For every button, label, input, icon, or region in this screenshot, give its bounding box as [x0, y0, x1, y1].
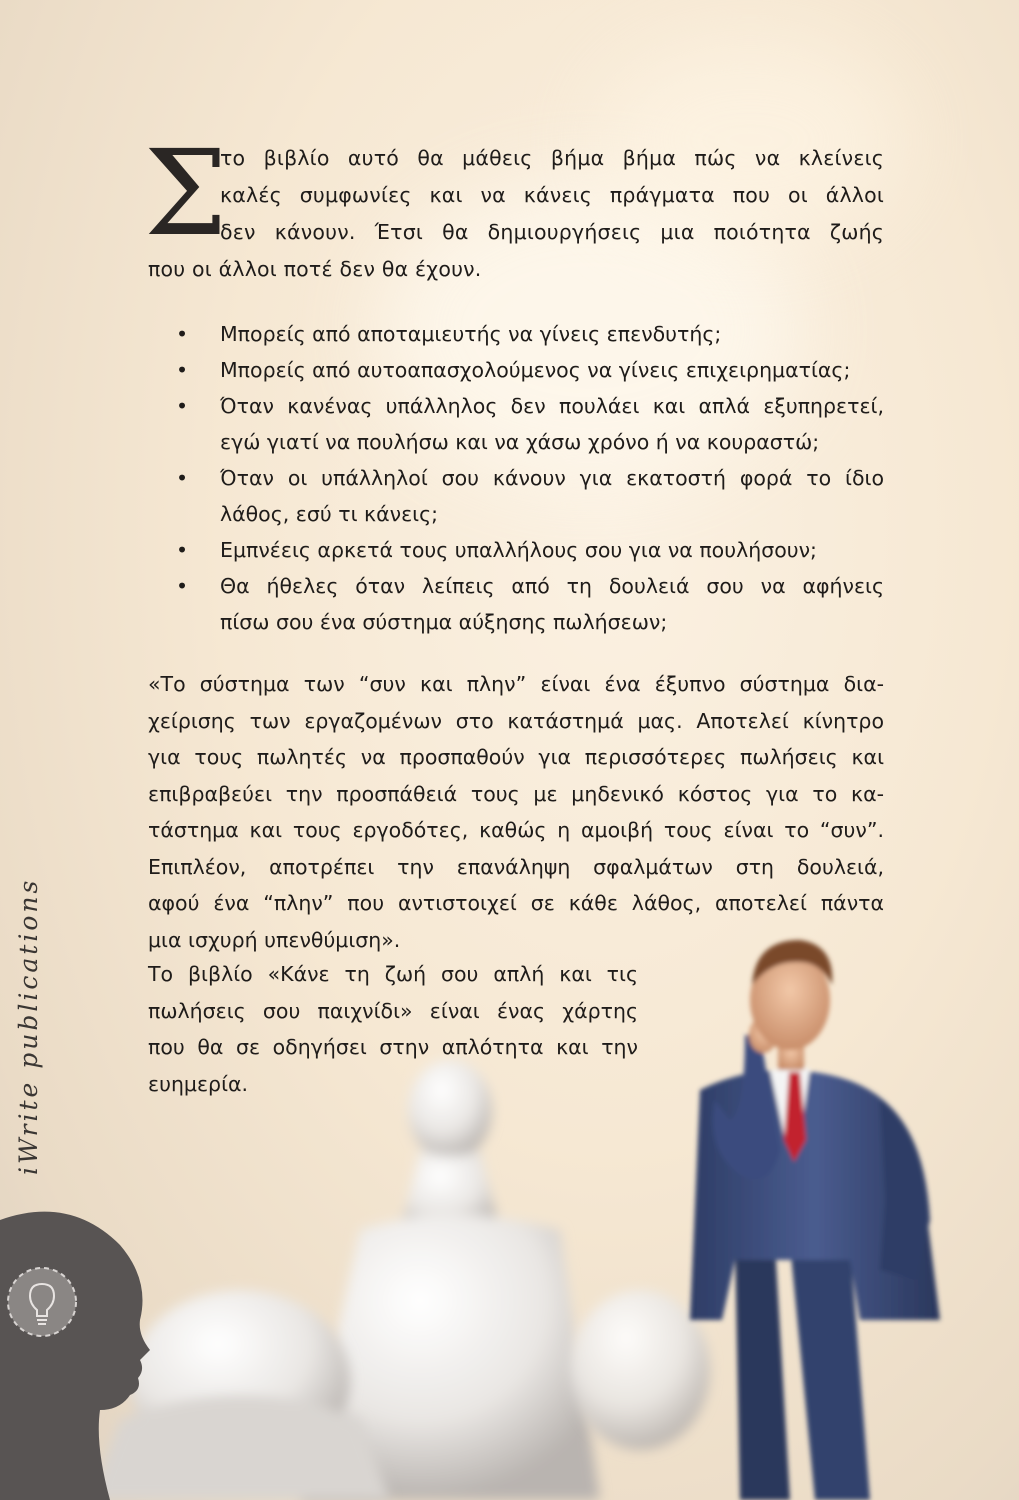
chess-pawn-side: [570, 1290, 710, 1450]
publisher-logo-head: [0, 1200, 160, 1500]
closing-paragraph: Το βιβλίο «Κάνε τη ζωή σου απλή και τις πωλήσεις σου παιχνίδι» είναι ένας χάρτης που θα σε οδηγήσει στην απλότητα και την ευημερία.: [148, 962, 638, 1096]
intro-line: το βιβλίο αυτό θα μάθεις βήμα βήμα πώς να κλείνεις: [220, 146, 884, 170]
intro-line: που οι άλλοι ποτέ δεν θα έχουν.: [148, 257, 482, 281]
bullet-icon: •: [176, 538, 189, 562]
businessman-figurine: [690, 940, 940, 1500]
bullet-icon: •: [176, 394, 189, 418]
publisher-name: iWrite publications: [14, 877, 43, 1175]
list-item: • Μπορείς από αποταμιευτής να γίνεις επενδυτής;: [148, 316, 884, 352]
bullet-icon: •: [176, 574, 189, 598]
list-item: • Όταν οι υπάλληλοί σου κάνουν για εκατοστή φορά το ίδιο λάθος, εσύ τι κάνεις;: [148, 460, 884, 532]
intro-line: δεν κάνουν. Έτσι θα δημιουργήσεις μια ποιότητα ζωής: [220, 220, 884, 244]
list-item: • Μπορείς από αυτοαπασχολούμενος να γίνεις επιχειρηματίας;: [148, 352, 884, 388]
bullet-icon: •: [176, 358, 189, 382]
logo-circle: [8, 1268, 76, 1336]
list-item: • Εμπνέεις αρκετά τους υπαλλήλους σου για να πουλήσουν;: [148, 532, 884, 568]
question-list: [148, 316, 884, 640]
bullet-icon: •: [176, 322, 189, 346]
intro-line: καλές συμφωνίες και να κάνεις πράγματα που οι άλλοι: [220, 183, 884, 207]
back-cover-text: [144, 124, 884, 958]
bullet-icon: •: [176, 466, 189, 490]
list-item: • Θα ήθελες όταν λείπεις από τη δουλειά σου να αφήνεις πίσω σου ένα σύστημα αύξησης πωλήσεων;: [148, 568, 884, 640]
list-item: • Όταν κανένας υπάλληλος δεν πουλάει και απλά εξυπηρετεί, εγώ γιατί να πουλήσω και να χάσω χρόνο ή να κουραστώ;: [148, 388, 884, 460]
quote-paragraph: «Το σύστημα των “συν και πλην” είναι ένα έξυπνο σύστημα δια- χείρισης των εργαζομένων στο κατάστημά μας. Αποτελεί κίνητρο για τους πωλητές να προσπαθούν για περισσότερες πωλήσεις και επιβραβεύει την προσπάθειά τους με μηδενικό κόστος για το κα- τάστημα και τους εργοδότες, καθώς η αμοιβή τους είναι το “συν”. Επιπλέον, αποτρέπει την επανάληψη σφαλμάτων στη δουλειά, αφού ένα “πλην” που αντιστοιχεί σε κάθε λάθος, αποτελεί πάντα μια ισχυρή υπενθύμιση».: [148, 672, 884, 952]
drop-cap: Σ: [144, 124, 228, 262]
intro-paragraph: [144, 124, 884, 288]
